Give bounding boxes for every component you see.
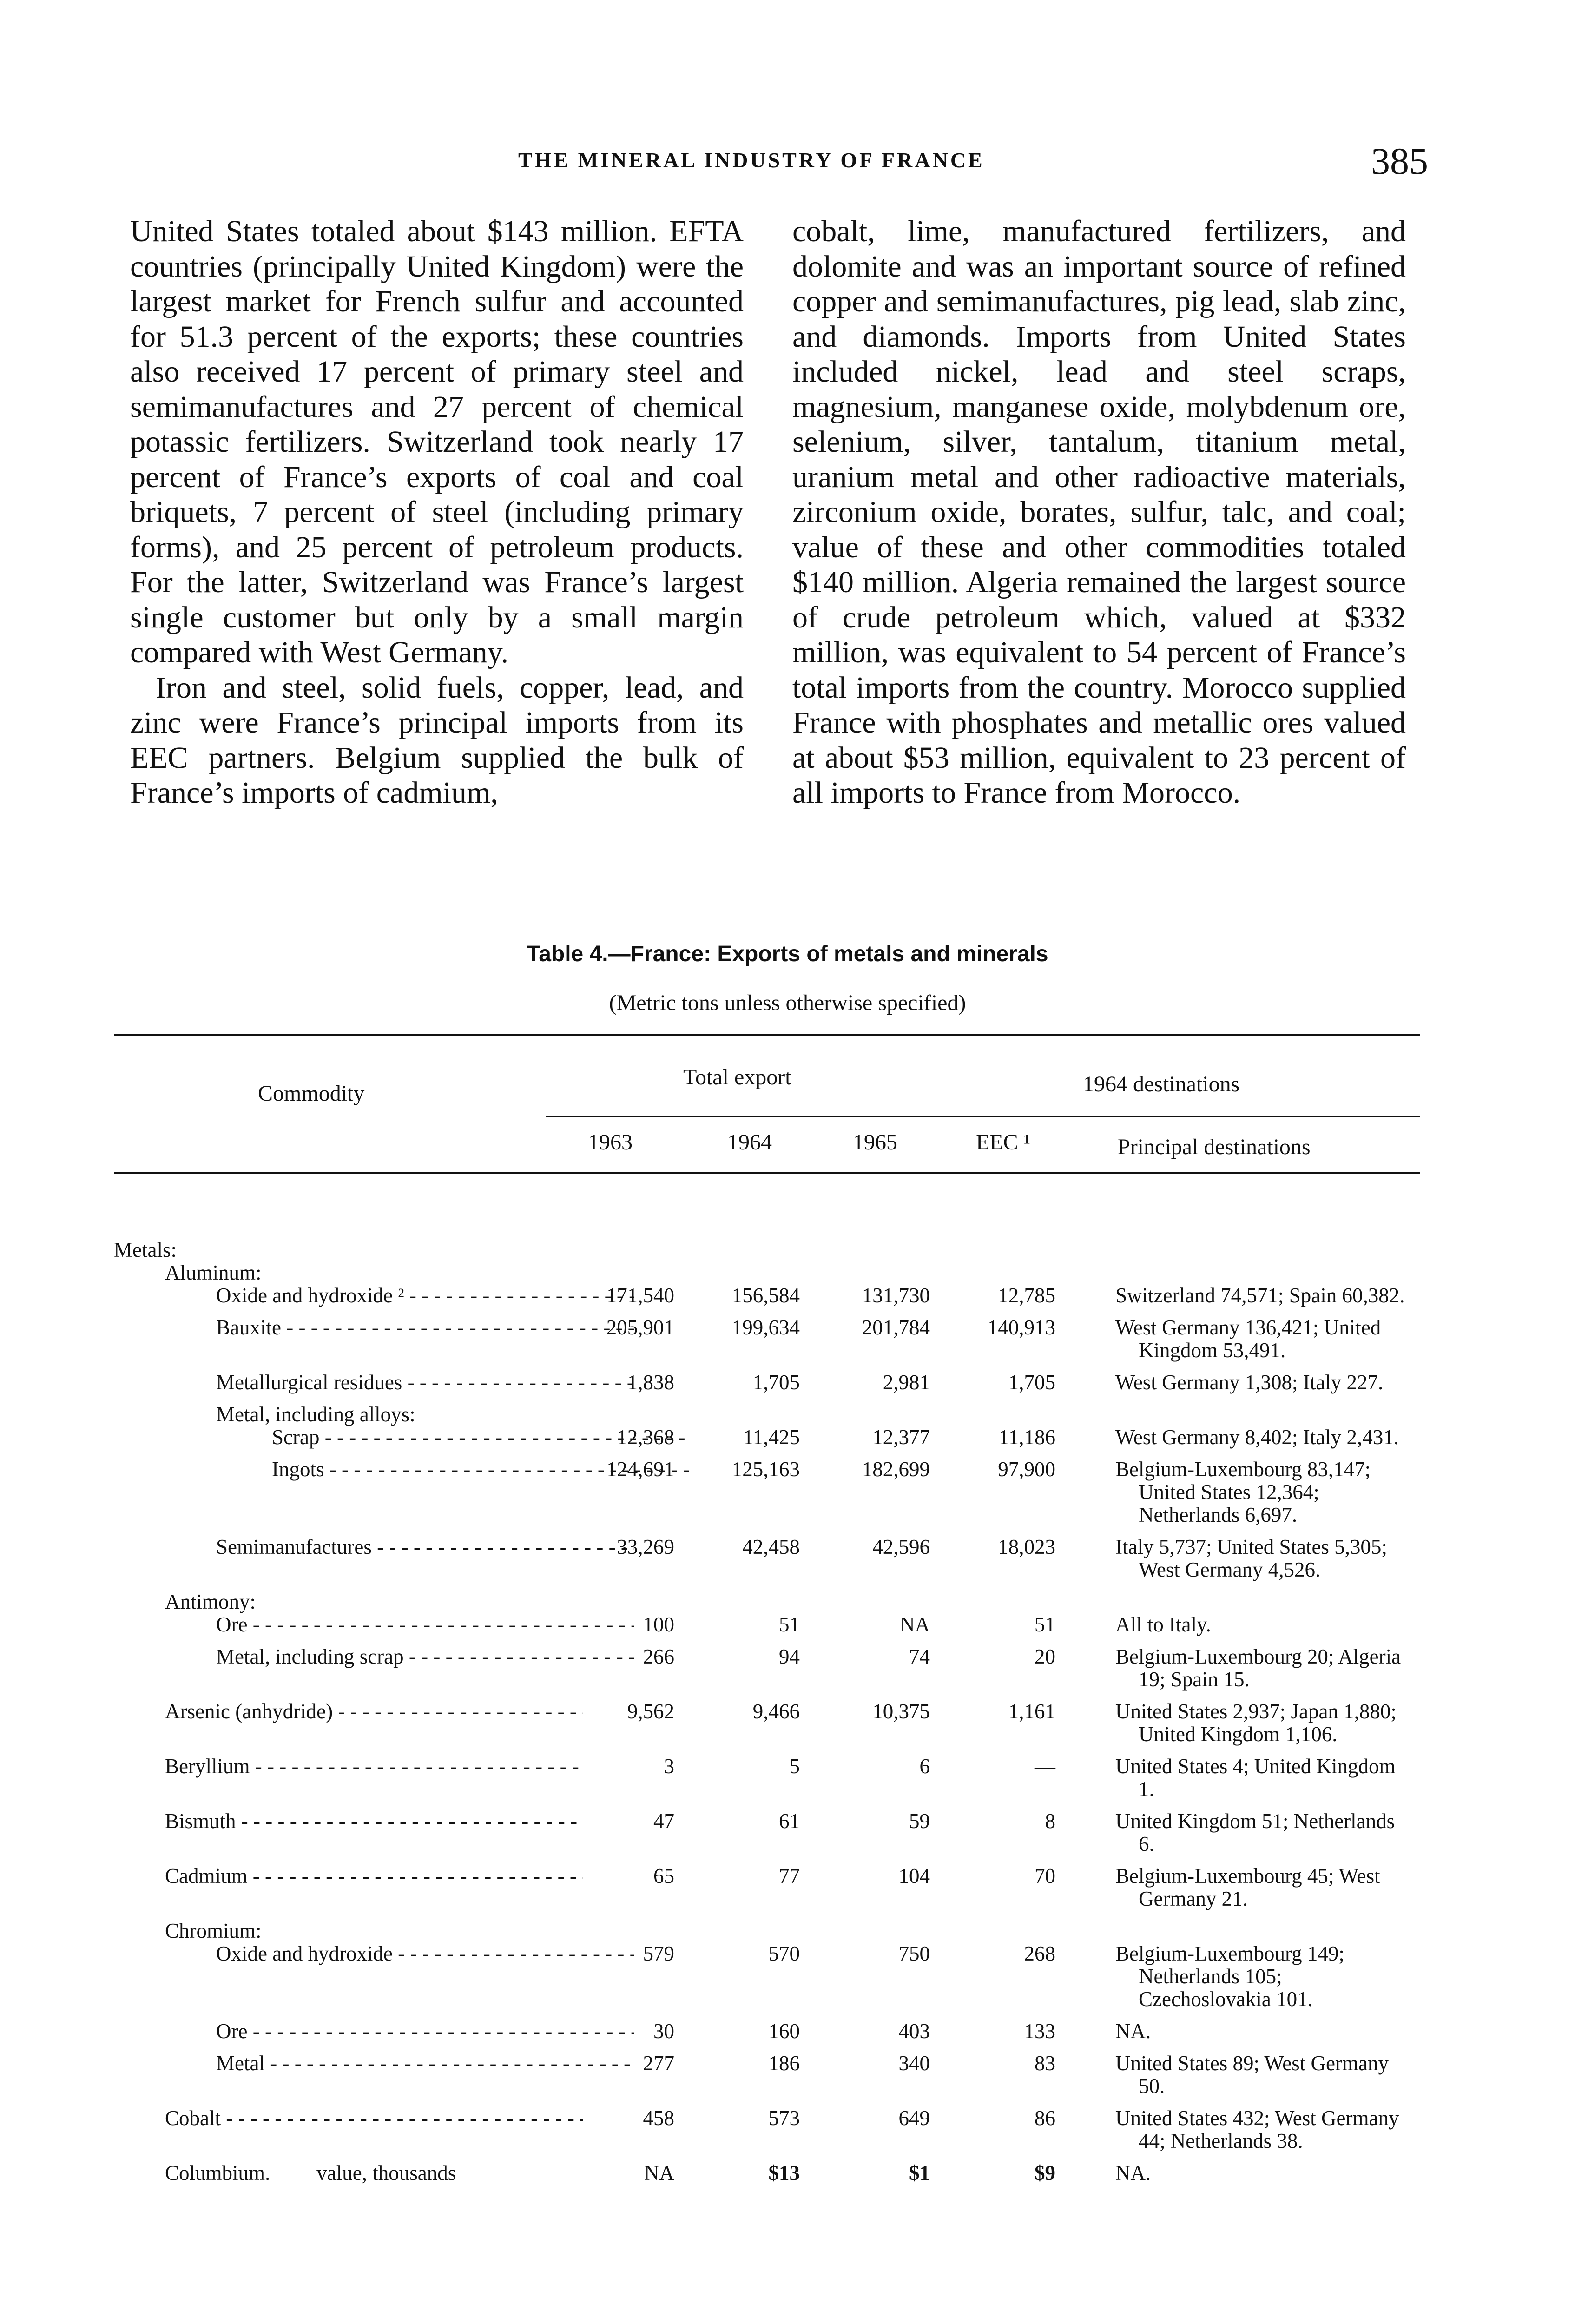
destinations-cell xyxy=(1067,1536,1415,1581)
table-row xyxy=(114,1810,1415,1855)
paragraph: Iron and steel, solid fuels, copper, lead, and zinc were France’s principal imports from its EEC partners. Belgium supplied the bulk of France’s imports of cadmium, xyxy=(130,670,744,810)
header-1963: 1963 xyxy=(588,1130,633,1155)
table-row xyxy=(114,1645,1415,1691)
value-cell-eec: 12,785 xyxy=(998,1284,1055,1307)
value-cell-y1963: 65 xyxy=(653,1864,674,1888)
commodity-cell xyxy=(114,1371,546,1394)
commodity-name: Chromium: xyxy=(165,1919,262,1942)
row-spacer xyxy=(114,1801,1415,1810)
destinations-cell xyxy=(1067,1316,1415,1362)
header-commodity: Commodity xyxy=(258,1081,365,1106)
value-cell-y1963: 458 xyxy=(643,2106,674,2130)
value-cell-y1964: 9,466 xyxy=(752,1700,800,1723)
destinations-cell xyxy=(1067,1426,1415,1449)
row-spacer xyxy=(114,2011,1415,2020)
table-row xyxy=(114,1284,1415,1307)
value-cell-eec: 86 xyxy=(1035,2106,1055,2130)
commodity-name: Ingots - - - xyxy=(272,1458,690,1481)
commodity-cell xyxy=(114,1426,546,1449)
table-row xyxy=(114,1591,1415,1613)
value-cell-y1963: 1,838 xyxy=(627,1371,674,1394)
destinations-text: NA. xyxy=(1115,2020,1151,2043)
left-text-column xyxy=(130,214,744,811)
commodity-name: Metals: xyxy=(114,1238,177,1261)
destinations-cell xyxy=(1067,1371,1415,1394)
destinations-text: Belgium-Luxembourg 45; West Germany 21. xyxy=(1115,1864,1380,1910)
commodity-name: Scrap - - - xyxy=(272,1426,690,1449)
table-row xyxy=(114,1700,1415,1746)
destinations-cell xyxy=(1067,1865,1415,1910)
row-spacer xyxy=(114,1362,1415,1371)
destinations-text: United Kingdom 51; Netherlands 6. xyxy=(1115,1809,1395,1855)
table-row xyxy=(114,1458,1415,1526)
destinations-text: West Germany 1,308; Italy 227. xyxy=(1115,1371,1384,1394)
commodity-name: Cadmium - - - xyxy=(165,1865,583,1888)
table-top-rule xyxy=(114,1034,1420,1036)
value-cell-y1965: 340 xyxy=(898,2052,930,2075)
value-cell-y1963: 30 xyxy=(653,2020,674,2043)
destinations-cell xyxy=(1067,1810,1415,1855)
row-spacer xyxy=(114,2098,1415,2107)
value-cell-y1965: 12,377 xyxy=(872,1426,930,1449)
value-cell-y1963: NA xyxy=(644,2161,674,2185)
destinations-text: All to Italy. xyxy=(1115,1613,1211,1636)
value-cell-y1964: 156,584 xyxy=(731,1284,800,1307)
destinations-cell xyxy=(1067,1591,1415,1613)
value-cell-y1964 xyxy=(685,1239,811,1261)
destinations-cell xyxy=(1067,1284,1415,1307)
value-cell-eec: 20 xyxy=(1035,1645,1055,1668)
value-cell-y1965 xyxy=(811,1239,941,1261)
value-cell-eec xyxy=(941,1261,1067,1284)
row-spacer xyxy=(114,1394,1415,1403)
table-row-columbium xyxy=(114,2162,1415,2185)
commodity-name: Metal - - - xyxy=(216,2052,634,2075)
value-cell-y1964: $13 xyxy=(768,2161,800,2185)
value-cell-y1965: NA xyxy=(900,1613,930,1636)
destinations-cell xyxy=(1067,1239,1415,1261)
value-cell-eec: 70 xyxy=(1035,1864,1055,1888)
value-cell-y1964: 5 xyxy=(789,1755,800,1778)
table-row xyxy=(114,1755,1415,1801)
value-cell-eec: 18,023 xyxy=(998,1535,1055,1558)
row-spacer xyxy=(114,1449,1415,1458)
commodity-cell xyxy=(114,1942,546,2011)
value-cell-y1965 xyxy=(811,1403,941,1426)
value-cell-y1965: 6 xyxy=(919,1755,930,1778)
value-cell-y1964: 570 xyxy=(768,1942,800,1965)
commodity-cell xyxy=(114,1865,546,1910)
destinations-text: West Germany 8,402; Italy 2,431. xyxy=(1115,1426,1399,1449)
commodity-name: Bauxite - - - xyxy=(216,1316,634,1339)
destinations-cell xyxy=(1067,1261,1415,1284)
commodity-cell xyxy=(114,2162,546,2185)
destinations-text: United States 2,937; Japan 1,880; United Kingdom 1,106. xyxy=(1115,1700,1397,1746)
row-spacer xyxy=(114,2043,1415,2052)
commodity-name: Semimanufactures - - - xyxy=(216,1536,634,1558)
value-cell-y1965: 10,375 xyxy=(872,1700,930,1723)
commodity-cell xyxy=(114,1700,546,1746)
value-cell-eec: 11,186 xyxy=(998,1426,1055,1449)
value-cell-y1965: $1 xyxy=(909,2161,930,2185)
commodity-cell xyxy=(114,1261,546,1284)
header-principal-destinations: Principal destinations xyxy=(1118,1135,1311,1159)
table-row xyxy=(114,1261,1415,1284)
destinations-cell xyxy=(1067,2107,1415,2152)
table-row xyxy=(114,1239,1415,1261)
table-row xyxy=(114,1316,1415,1362)
value-cell-y1964 xyxy=(685,1920,811,1942)
value-cell-eec: 83 xyxy=(1035,2052,1055,2075)
header-1964-destinations: 1964 destinations xyxy=(1083,1072,1240,1096)
value-cell-y1965: 42,596 xyxy=(872,1535,930,1558)
value-cell-eec: 140,913 xyxy=(987,1316,1055,1339)
destinations-cell: NA. xyxy=(1115,2161,1151,2185)
destinations-cell xyxy=(1067,2020,1415,2043)
value-cell-y1964: 61 xyxy=(779,1809,800,1833)
value-cell-y1963: 3 xyxy=(664,1755,674,1778)
commodity-cell xyxy=(114,1920,546,1942)
value-cell-y1964: 573 xyxy=(768,2106,800,2130)
destinations-cell xyxy=(1067,2052,1415,2098)
value-cell-y1964: 1,705 xyxy=(752,1371,800,1394)
row-spacer xyxy=(114,1855,1415,1865)
value-cell-y1963: 47 xyxy=(653,1809,674,1833)
table-row xyxy=(114,1920,1415,1942)
value-cell-eec: 1,705 xyxy=(1008,1371,1055,1394)
value-cell-y1965: 2,981 xyxy=(883,1371,930,1394)
value-cell-y1964: 199,634 xyxy=(731,1316,800,1339)
commodity-name: Ore - - - xyxy=(216,1613,634,1636)
value-cell-y1965: 104 xyxy=(898,1864,930,1888)
destinations-cell xyxy=(1067,1755,1415,1801)
destinations-cell xyxy=(1067,1458,1415,1526)
value-cell-eec: 133 xyxy=(1024,2020,1055,2043)
value-cell-eec: 8 xyxy=(1045,1809,1055,1833)
destinations-text: Belgium-Luxembourg 20; Algeria 19; Spain 15. xyxy=(1115,1645,1401,1691)
destinations-text: United States 89; West Germany 50. xyxy=(1115,2052,1389,2098)
value-cell-y1963: 12,368 xyxy=(617,1426,674,1449)
destinations-cell xyxy=(1067,1613,1415,1636)
value-cell-y1963 xyxy=(546,1403,685,1426)
commodity-cell xyxy=(114,1591,546,1613)
table-title: Table 4.—France: Exports of metals and minerals xyxy=(527,942,1048,966)
value-cell-eec: 1,161 xyxy=(1008,1700,1055,1723)
commodity-cell xyxy=(114,1613,546,1636)
row-spacer xyxy=(114,2152,1415,2162)
table-row xyxy=(114,1865,1415,1910)
commodity-cell xyxy=(114,1536,546,1581)
row-spacer xyxy=(114,1910,1415,1920)
header-divider-rule xyxy=(546,1116,1420,1117)
row-spacer xyxy=(114,1526,1415,1536)
value-cell-y1965: 403 xyxy=(898,2020,930,2043)
value-cell-eec xyxy=(941,1591,1067,1613)
commodity-unit: value, thousands xyxy=(316,2161,456,2185)
header-1964: 1964 xyxy=(727,1130,772,1155)
value-cell-eec xyxy=(941,1403,1067,1426)
table-row xyxy=(114,2107,1415,2152)
commodity-name: Metallurgical residues - - - xyxy=(216,1371,634,1394)
value-cell-y1964: 42,458 xyxy=(742,1535,800,1558)
commodity-cell xyxy=(114,1645,546,1691)
commodity-name: Bismuth - - - xyxy=(165,1810,583,1833)
commodity-name: Oxide and hydroxide - - - xyxy=(216,1942,634,1965)
value-cell-eec: $9 xyxy=(1035,2161,1055,2185)
destinations-cell xyxy=(1067,1700,1415,1746)
value-cell-y1964: 51 xyxy=(779,1613,800,1636)
destinations-text: United States 4; United Kingdom 1. xyxy=(1115,1755,1396,1801)
destinations-text: Belgium-Luxembourg 149; Netherlands 105; Czechoslovakia 101. xyxy=(1115,1942,1344,2011)
destinations-cell xyxy=(1067,1403,1415,1426)
destinations-text: United States 432; West Germany 44; Netherlands 38. xyxy=(1115,2106,1399,2152)
exports-table xyxy=(114,1239,1415,2185)
table-row xyxy=(114,1613,1415,1636)
value-cell-y1964 xyxy=(685,1261,811,1284)
running-head: THE MINERAL INDUSTRY OF FRANCE xyxy=(518,148,985,172)
commodity-name: Antimony: xyxy=(165,1590,256,1613)
row-spacer xyxy=(114,1307,1415,1316)
table-row xyxy=(114,1426,1415,1449)
table-subtitle: (Metric tons unless otherwise specified) xyxy=(609,990,966,1015)
commodity-cell xyxy=(114,1458,546,1526)
value-cell-y1963 xyxy=(546,1920,685,1942)
value-cell-y1965: 649 xyxy=(898,2106,930,2130)
value-cell-y1965: 131,730 xyxy=(862,1284,930,1307)
value-cell-eec xyxy=(941,1239,1067,1261)
value-cell-y1963: 9,562 xyxy=(627,1700,674,1723)
value-cell-y1965 xyxy=(811,1591,941,1613)
row-spacer xyxy=(114,1746,1415,1755)
commodity-name: Beryllium - - - xyxy=(165,1755,583,1778)
value-cell-y1964 xyxy=(685,1591,811,1613)
table-row xyxy=(114,1371,1415,1394)
value-cell-y1964: 160 xyxy=(768,2020,800,2043)
destinations-text: Italy 5,737; United States 5,305; West Germany 4,526. xyxy=(1115,1535,1387,1581)
value-cell-y1965: 750 xyxy=(898,1942,930,1965)
value-cell-y1963: 124,691 xyxy=(606,1458,674,1481)
value-cell-y1963: 277 xyxy=(643,2052,674,2075)
value-cell-y1964: 77 xyxy=(779,1864,800,1888)
commodity-name: Columbium. xyxy=(165,2161,270,2185)
row-spacer xyxy=(114,1636,1415,1645)
value-cell-y1963 xyxy=(546,1239,685,1261)
value-cell-eec: 51 xyxy=(1035,1613,1055,1636)
commodity-cell xyxy=(114,1810,546,1855)
commodity-cell xyxy=(114,1403,546,1426)
destinations-cell xyxy=(1067,1920,1415,1942)
commodity-cell xyxy=(114,2020,546,2043)
value-cell-y1963 xyxy=(546,1591,685,1613)
commodity-name: Cobalt - - - xyxy=(165,2107,583,2130)
header-total-export: Total export xyxy=(683,1065,791,1089)
commodity-name: Metal, including scrap - - - xyxy=(216,1645,634,1668)
right-text-column xyxy=(792,214,1406,811)
value-cell-y1965: 201,784 xyxy=(862,1316,930,1339)
value-cell-eec: — xyxy=(1035,1755,1055,1778)
table-body xyxy=(114,1239,1415,2185)
value-cell-eec xyxy=(941,1920,1067,1942)
commodity-cell xyxy=(114,1755,546,1801)
value-cell-y1963: 33,269 xyxy=(617,1535,674,1558)
header-bottom-rule xyxy=(114,1172,1420,1174)
paragraph: United States totaled about $143 million. EFTA countries (principally United Kingdom) were the largest market for French sulfur and accounted for 51.3 percent of the exports; these countries also received 17 percent of primary steel and semimanufactures and 27 percent of chemical potassic fertilizers. Switzerland took nearly 17 percent of France’s exports of coal and coal briquets, 7 percent of steel (including primary forms), and 25 percent of petroleum products. For the latter, Switzerland was France’s largest single customer but only by a small margin compared with West Germany. xyxy=(130,214,744,669)
row-spacer xyxy=(114,1581,1415,1591)
table-row xyxy=(114,1942,1415,2011)
destinations-text: Belgium-Luxembourg 83,147; United States 12,364; Netherlands 6,697. xyxy=(1115,1458,1371,1526)
value-cell-y1965: 59 xyxy=(909,1809,930,1833)
value-cell-eec: 268 xyxy=(1024,1942,1055,1965)
page-number: 385 xyxy=(1371,140,1428,182)
commodity-cell xyxy=(114,1239,546,1261)
value-cell-y1963: 171,540 xyxy=(606,1284,674,1307)
value-cell-y1963: 100 xyxy=(643,1613,674,1636)
value-cell-y1964: 11,425 xyxy=(743,1426,800,1449)
value-cell-y1964: 125,163 xyxy=(731,1458,800,1481)
destinations-text: Switzerland 74,571; Spain 60,382. xyxy=(1115,1284,1405,1307)
value-cell-y1964 xyxy=(685,1403,811,1426)
value-cell-y1963 xyxy=(546,1261,685,1284)
value-cell-y1963: 579 xyxy=(643,1942,674,1965)
commodity-cell xyxy=(114,2052,546,2098)
value-cell-eec: 97,900 xyxy=(998,1458,1055,1481)
header-eec: EEC ¹ xyxy=(976,1130,1031,1155)
header-1965: 1965 xyxy=(853,1130,897,1155)
destinations-cell xyxy=(1067,1645,1415,1691)
table-row xyxy=(114,1403,1415,1426)
paragraph: cobalt, lime, manufactured fertilizers, and dolomite and was an important source of refined copper and semimanufactures, pig lead, slab zinc, and diamonds. Imports from United States included nickel, lead and steel scraps, magnesium, manganese oxide, molybdenum ore, selenium, silver, tantalum, titanium metal, uranium metal and other radioactive materials, zirconium oxide, borates, sulfur, talc, and coal; value of these and other commodities totaled $140 million. Algeria remained the largest source of crude petroleum which, valued at $332 million, was equivalent to 54 percent of France’s total imports from the country. Morocco supplied France with phosphates and metallic ores valued at about $53 million, equivalent to 23 percent of all imports to France from Morocco. xyxy=(792,214,1406,810)
value-cell-y1965 xyxy=(811,1920,941,1942)
table-row xyxy=(114,2052,1415,2098)
commodity-cell xyxy=(114,1284,546,1307)
destinations-cell xyxy=(1067,1942,1415,2011)
value-cell-y1964: 94 xyxy=(779,1645,800,1668)
commodity-name: Oxide and hydroxide ² - - - xyxy=(216,1284,634,1307)
commodity-name: Arsenic (anhydride) - - - xyxy=(165,1700,583,1723)
commodity-name: Aluminum: xyxy=(165,1261,262,1284)
commodity-name: Metal, including alloys: xyxy=(216,1403,415,1426)
value-cell-y1965 xyxy=(811,1261,941,1284)
commodity-name: Ore - - - xyxy=(216,2020,634,2043)
commodity-cell xyxy=(114,1316,546,1362)
destinations-text: West Germany 136,421; United Kingdom 53,491. xyxy=(1115,1316,1381,1362)
value-cell-y1965: 182,699 xyxy=(862,1458,930,1481)
value-cell-y1963: 266 xyxy=(643,1645,674,1668)
value-cell-y1963: 205,901 xyxy=(606,1316,674,1339)
value-cell-y1964: 186 xyxy=(768,2052,800,2075)
table-row xyxy=(114,1536,1415,1581)
value-cell-y1965: 74 xyxy=(909,1645,930,1668)
commodity-cell xyxy=(114,2107,546,2152)
table-row xyxy=(114,2020,1415,2043)
row-spacer xyxy=(114,1691,1415,1700)
